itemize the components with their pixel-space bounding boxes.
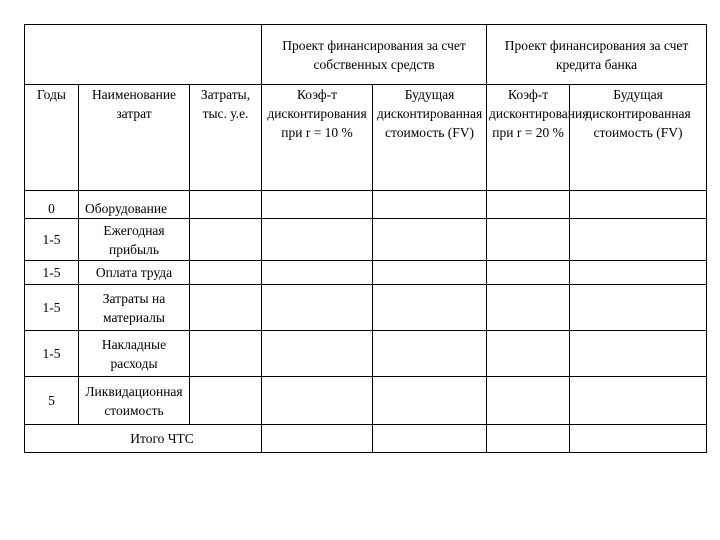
row-year: 1-5 bbox=[25, 285, 79, 331]
header-blank-cell bbox=[25, 25, 262, 85]
row-own-fv-cell bbox=[373, 261, 487, 285]
header-row-1 bbox=[25, 25, 707, 85]
table-row bbox=[25, 261, 707, 285]
row-name: Затраты на материалы bbox=[79, 285, 190, 331]
table-row bbox=[25, 331, 707, 377]
row-costs-cell bbox=[190, 219, 262, 261]
row-own-coef-cell bbox=[262, 191, 373, 219]
row-own-fv-cell bbox=[373, 219, 487, 261]
row-bank-coef-cell bbox=[487, 331, 570, 377]
total-bank-fv-cell bbox=[570, 425, 707, 453]
total-row bbox=[25, 425, 707, 453]
row-bank-coef-cell bbox=[487, 219, 570, 261]
row-year: 1-5 bbox=[25, 261, 79, 285]
table-row bbox=[25, 219, 707, 261]
row-bank-coef-cell bbox=[487, 285, 570, 331]
row-bank-coef-cell bbox=[487, 377, 570, 425]
row-own-fv-cell bbox=[373, 285, 487, 331]
row-bank-fv-cell bbox=[570, 331, 707, 377]
row-name: Ежегодная прибыль bbox=[79, 219, 190, 261]
row-bank-fv-cell bbox=[570, 285, 707, 331]
row-own-coef-cell bbox=[262, 219, 373, 261]
col-bank-coef-header: Коэф-т дисконтирования при r = 20 % bbox=[487, 85, 570, 191]
table-row bbox=[25, 191, 707, 219]
row-own-coef-cell bbox=[262, 377, 373, 425]
row-name: Ликвидационная стоимость bbox=[79, 377, 190, 425]
row-costs-cell bbox=[190, 191, 262, 219]
row-own-coef-cell bbox=[262, 261, 373, 285]
row-name: Накладные расходы bbox=[79, 331, 190, 377]
row-own-coef-cell bbox=[262, 331, 373, 377]
row-name: Оплата труда bbox=[79, 261, 190, 285]
total-bank-coef-cell bbox=[487, 425, 570, 453]
row-own-fv-cell bbox=[373, 331, 487, 377]
financing-table bbox=[24, 24, 707, 453]
row-bank-fv-cell bbox=[570, 261, 707, 285]
bank-credit-title: Проект финансирования за счет кредита банка bbox=[487, 25, 707, 85]
header-row-2 bbox=[25, 85, 707, 191]
row-bank-coef-cell bbox=[487, 261, 570, 285]
total-own-fv-cell bbox=[373, 425, 487, 453]
row-bank-fv-cell bbox=[570, 191, 707, 219]
row-year: 5 bbox=[25, 377, 79, 425]
col-costs-header: Затраты, тыс. у.е. bbox=[190, 85, 262, 191]
row-own-fv-cell bbox=[373, 377, 487, 425]
col-years-header: Годы bbox=[25, 85, 79, 191]
row-bank-coef-cell bbox=[487, 191, 570, 219]
own-funds-title: Проект финансирования за счет собственных средств bbox=[262, 25, 487, 85]
table-row bbox=[25, 377, 707, 425]
total-label: Итого ЧТС bbox=[25, 425, 262, 453]
row-year: 1-5 bbox=[25, 331, 79, 377]
row-bank-fv-cell bbox=[570, 219, 707, 261]
col-bank-fv-header: Будущая дисконтированная стоимость (FV) bbox=[570, 85, 707, 191]
row-costs-cell bbox=[190, 331, 262, 377]
row-costs-cell bbox=[190, 261, 262, 285]
row-name: Оборудование bbox=[79, 191, 190, 219]
row-own-fv-cell bbox=[373, 191, 487, 219]
row-costs-cell bbox=[190, 285, 262, 331]
col-own-fv-header: Будущая дисконтированная стоимость (FV) bbox=[373, 85, 487, 191]
col-own-coef-header: Коэф-т дисконтирования при r = 10 % bbox=[262, 85, 373, 191]
row-year: 0 bbox=[25, 191, 79, 219]
row-costs-cell bbox=[190, 377, 262, 425]
table-row bbox=[25, 285, 707, 331]
row-year: 1-5 bbox=[25, 219, 79, 261]
row-own-coef-cell bbox=[262, 285, 373, 331]
col-name-header: Наименование затрат bbox=[79, 85, 190, 191]
total-own-coef-cell bbox=[262, 425, 373, 453]
row-bank-fv-cell bbox=[570, 377, 707, 425]
